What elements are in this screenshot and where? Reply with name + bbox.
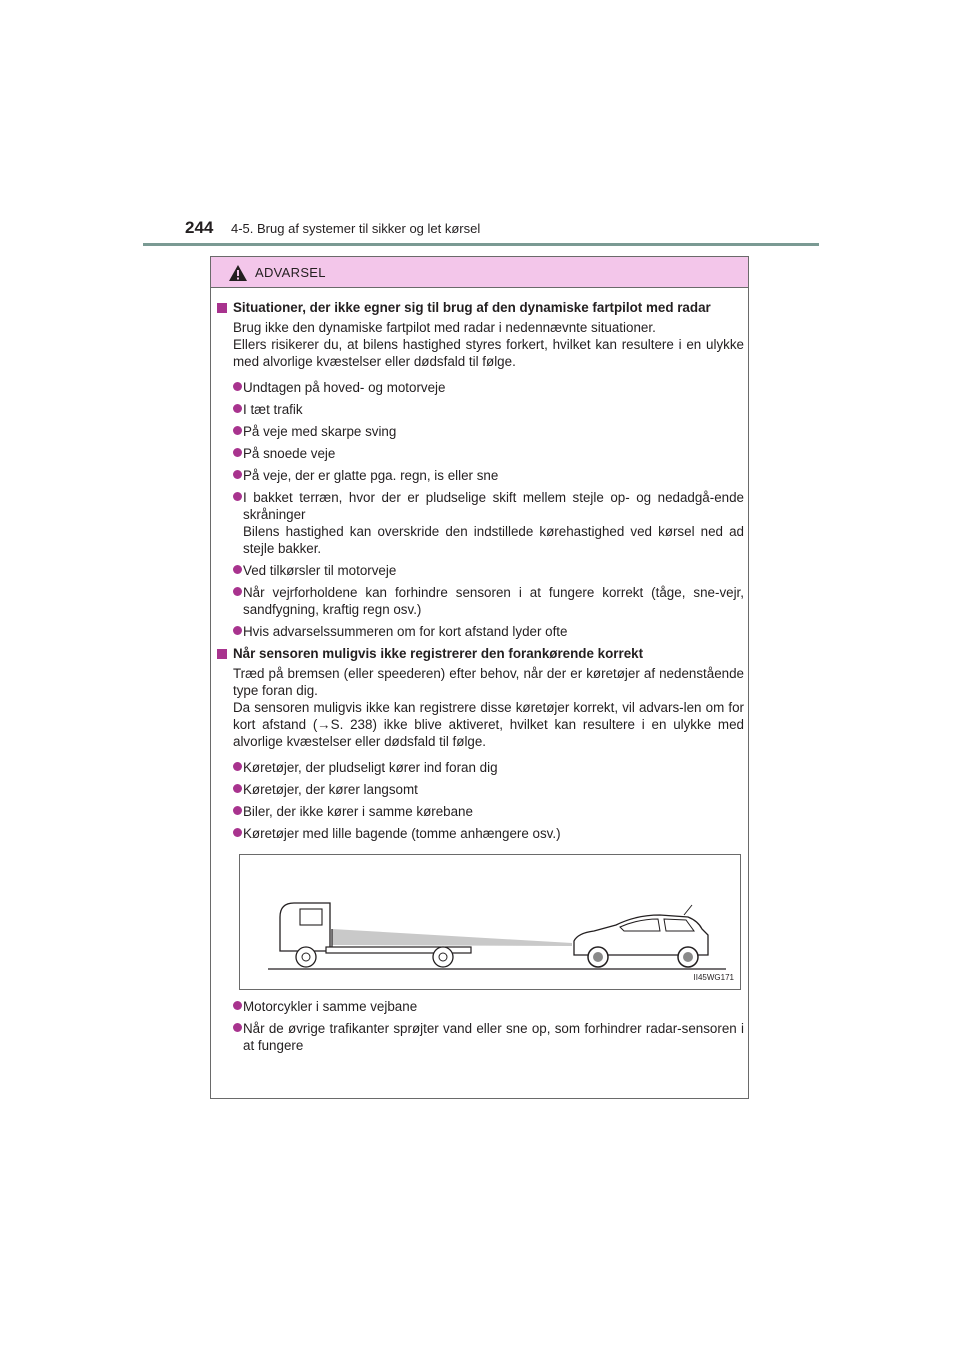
list-item: Ved tilkørsler til motorveje [217, 562, 744, 579]
list-item: Undtagen på hoved- og motorveje [217, 379, 744, 396]
radar-beam [332, 929, 572, 946]
section-heading-detection: Når sensoren muligvis ikke registrerer den forankørende korrekt [217, 645, 744, 662]
list-item: På veje, der er glatte pga. regn, is eller sne [217, 467, 744, 484]
bullet-dot-icon [233, 784, 242, 793]
list-item: I bakket terræn, hvor der er pludselige skift mellem stejle op- og nedadgå-ende skråninger [217, 489, 744, 523]
list-item: I tæt trafik [217, 401, 744, 418]
bullet-dot-icon [233, 762, 242, 771]
list-item: Når de øvrige trafikanter sprøjter vand eller sne op, som forhindrer radar-sensoren i at fungere [217, 1020, 744, 1054]
bullet-dot-icon [233, 426, 242, 435]
list-item: Biler, der ikke kører i samme kørebane [217, 803, 744, 820]
bullet-dot-icon [233, 382, 242, 391]
heading-square-icon [217, 649, 227, 659]
bullet-dot-icon [233, 587, 242, 596]
page-number: 244 [185, 218, 214, 237]
bullet-dot-icon [233, 448, 242, 457]
warning-content [217, 299, 744, 1054]
truck-car-illustration [240, 855, 740, 989]
heading-square-icon [217, 303, 227, 313]
warning-label: ADVARSEL [255, 265, 326, 280]
warning-box [210, 256, 749, 1099]
paragraph: Brug ikke den dynamiske fartpilot med radar i nedennævnte situationer. [233, 320, 656, 335]
paragraph: Ellers risikerer du, at bilens hastighed styres forkert, hvilket kan resultere i en ulykke med alvorlige kvæstelser eller dødsfald til følge. [233, 337, 744, 369]
bullet-dot-icon [233, 828, 242, 837]
bullet-dot-icon [233, 806, 242, 815]
list-item: Køretøjer med lille bagende (tomme anhængere osv.) [217, 825, 744, 842]
illustration-trailer-detection [239, 854, 741, 990]
warning-triangle-icon [228, 264, 248, 282]
warning-header [211, 257, 748, 288]
bullet-dot-icon [233, 404, 242, 413]
page-header [185, 218, 825, 242]
section-heading-unsuitable: Situationer, der ikke egner sig til brug af den dynamiske fartpilot med radar [217, 299, 744, 316]
list-item: På veje med skarpe sving [217, 423, 744, 440]
bullet-dot-icon [233, 565, 242, 574]
section-title: 4-5. Brug af systemer til sikker og let kørsel [231, 221, 481, 236]
header-rule [143, 243, 819, 246]
bullet-dot-icon [233, 492, 242, 501]
bullet-dot-icon [233, 1023, 242, 1032]
bullet-dot-icon [233, 470, 242, 479]
list-item-note: Bilens hastighed kan overskride den indstillede kørehastighed ved kørsel ned ad stejle bakker. [243, 524, 744, 556]
paragraph: Da sensoren muligvis ikke kan registrere disse køretøjer korrekt, vil advars-len om for kort afstand (→S. 238) ikke blive aktiveret, hvilket kan resultere i en ulykke med alvorlige kvæstelser eller dødsfald til følge. [233, 700, 744, 749]
list-item: På snoede veje [217, 445, 744, 462]
bullet-dot-icon [233, 1001, 242, 1010]
figure-code: II45WG171 [693, 973, 734, 982]
list-item: Når vejrforholdene kan forhindre sensoren i at fungere korrekt (tåge, sne-vejr, sandfygning, kraftig regn osv.) [217, 584, 744, 618]
list-item: Køretøjer, der kører langsomt [217, 781, 744, 798]
list-item: Hvis advarselssummeren om for kort afstand lyder ofte [217, 623, 744, 640]
list-item: Motorcykler i samme vejbane [217, 998, 744, 1015]
bullet-dot-icon [233, 626, 242, 635]
list-item: Køretøjer, der pludseligt kører ind foran dig [217, 759, 744, 776]
paragraph: Træd på bremsen (eller speederen) efter behov, når der er køretøjer af nedenstående type foran dig. [233, 666, 744, 698]
